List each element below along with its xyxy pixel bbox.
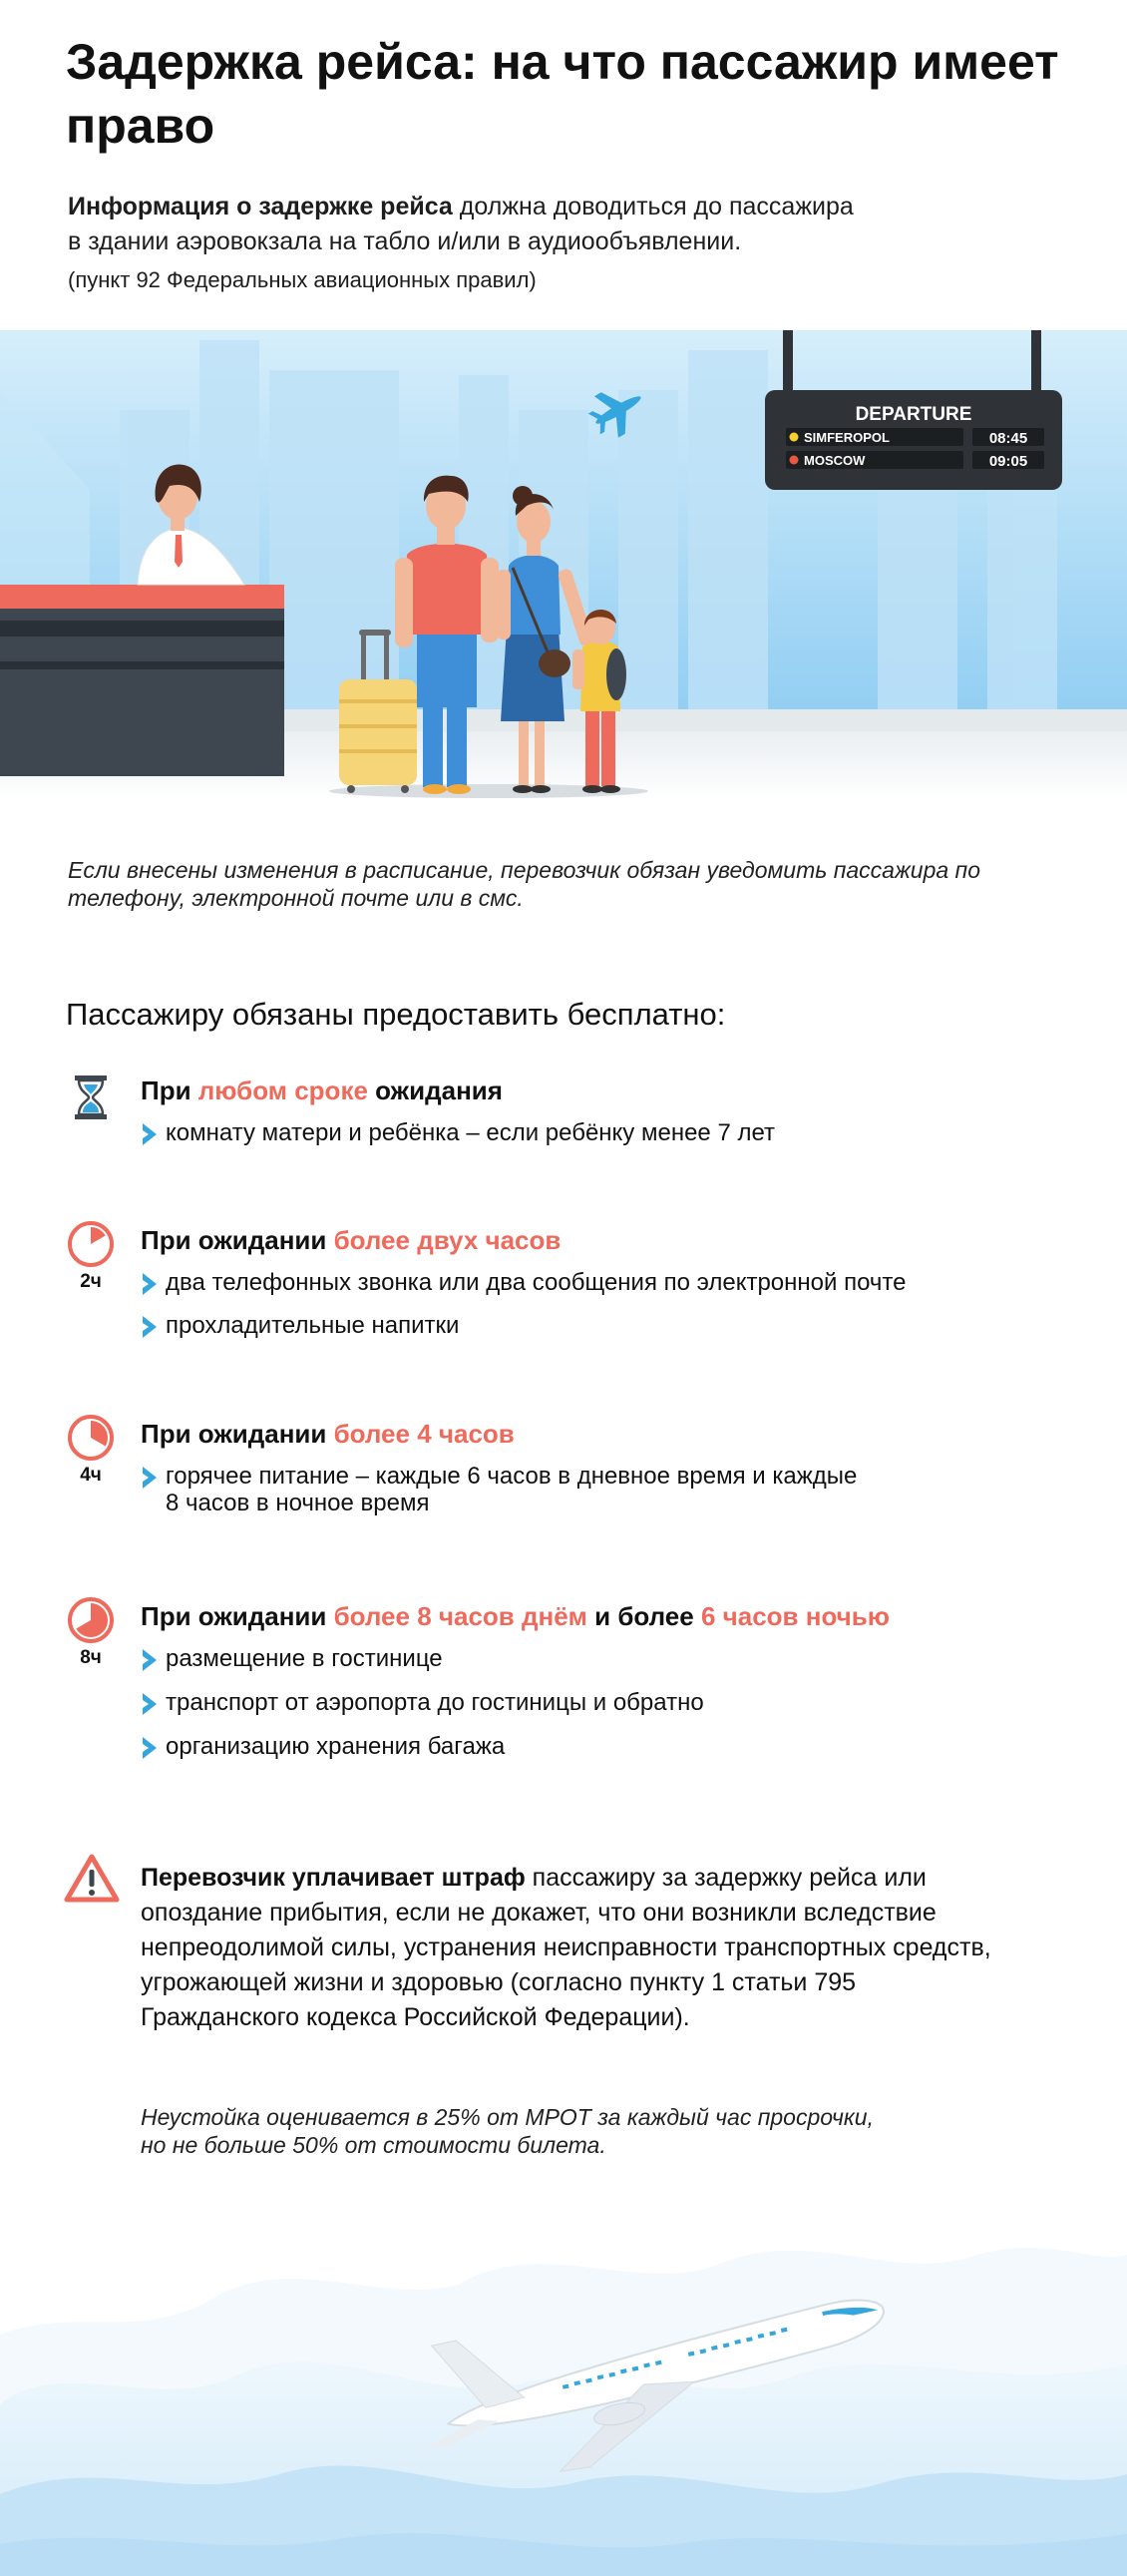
heading-highlight: более 8 часов днём <box>333 1601 587 1631</box>
list-item <box>141 1463 1063 1491</box>
intro-note: (пункт 92 Федеральных авиационных правил) <box>68 267 537 292</box>
check-in-counter <box>0 585 284 776</box>
penalty-note-line-1: Неустойка оценивается в 25% от МРОТ за каждый час просрочки, <box>141 2104 874 2130</box>
free-services-heading: Пассажиру обязаны предоставить бесплатно: <box>66 997 726 1032</box>
fine-body: пассажиру за задержку рейса или опоздание прибытия, если не докажет, что они возникли вследствие непреодолимой силы, устранения неисправности транспортных средств, угрожающей жизни и здоровью (согласно пункту 1 статьи 795 Гражданского кодекса Российской Федерации). <box>141 1864 991 2031</box>
chevron-right-icon <box>141 1316 159 1338</box>
penalty-note <box>141 2103 998 2159</box>
fine-bold: Перевозчик уплачивает штраф <box>141 1864 526 1892</box>
schedule-note: Если внесены изменения в расписание, перевозчик обязан уведомить пассажира по телефону, электронной почте или в смс. <box>68 857 981 911</box>
board-pole-left <box>783 330 793 392</box>
warning-icon <box>64 1854 120 1909</box>
list-item-text: организацию хранения багажа <box>166 1733 506 1760</box>
heading-text: При ожидании <box>141 1225 334 1255</box>
heading-highlight: более двух часов <box>333 1225 562 1255</box>
section-heading <box>141 1223 561 1257</box>
clock-2h-icon <box>66 1221 116 1292</box>
list-item <box>141 1645 1063 1673</box>
heading-text-mid: и более <box>586 1601 701 1631</box>
heading-highlight: более 4 часов <box>333 1419 515 1449</box>
list-item <box>141 1733 1063 1761</box>
chevron-right-icon <box>141 1737 159 1759</box>
section-heading <box>141 1417 515 1451</box>
heading-text-post: ожидания <box>367 1075 503 1105</box>
clock-label: 8ч <box>80 1647 102 1668</box>
list-item <box>141 1269 1063 1297</box>
section-8h <box>0 1593 1127 1773</box>
hourglass-icon <box>66 1075 116 1124</box>
list-item-text: прохладительные напитки <box>166 1312 460 1339</box>
page-title: Задержка рейса: на что пассажир имеет право <box>66 34 1059 154</box>
row-dot-2 <box>790 456 799 465</box>
section-4h <box>0 1411 1127 1530</box>
list-item <box>141 1312 1063 1340</box>
list-item-text: горячее питание – каждые 6 часов в дневное время и каждые <box>166 1463 858 1490</box>
row-dot-1 <box>790 433 799 442</box>
list-item-text: два телефонных звонка или два сообщения по электронной почте <box>166 1269 907 1296</box>
board-city-1: SIMFEROPOL <box>804 430 890 445</box>
intro-text-1: должна доводиться до пассажира <box>452 193 854 220</box>
intro-text-2: в здании аэровокзала на табло и/или в аудиообъявлении. <box>68 227 742 255</box>
heading-text: При ожидании <box>141 1601 334 1631</box>
clock-label: 4ч <box>80 1465 102 1486</box>
chevron-right-icon <box>141 1693 159 1715</box>
list-item-text: размещение в гостинице <box>166 1645 443 1672</box>
section-2h <box>0 1217 1127 1357</box>
chevron-right-icon <box>141 1123 159 1145</box>
clock-label: 2ч <box>80 1271 102 1292</box>
list-item-continuation <box>141 1490 1063 1517</box>
heading-text: При ожидании <box>141 1419 334 1449</box>
board-time-1: 08:45 <box>988 430 1028 447</box>
board-city-2: MOSCOW <box>804 453 866 468</box>
chevron-right-icon <box>141 1273 159 1295</box>
clouds-illustration <box>0 2175 1127 2576</box>
intro-bold: Информация о задержке рейса <box>68 193 453 220</box>
section-heading <box>141 1073 503 1107</box>
list-item <box>141 1689 1063 1717</box>
section-any-wait <box>0 1068 1127 1157</box>
heading-text: При <box>141 1075 198 1105</box>
list-item <box>141 1119 1063 1147</box>
heading-highlight: любом сроке <box>197 1075 368 1105</box>
board-time-2: 09:05 <box>988 453 1028 470</box>
fine-text <box>141 1861 998 2035</box>
clock-4h-icon <box>66 1415 116 1486</box>
list-item-text: 8 часов в ночное время <box>166 1490 430 1516</box>
intro-text <box>68 190 1065 259</box>
board-title: DEPARTURE <box>855 404 972 425</box>
clock-8h-icon <box>66 1597 116 1668</box>
airport-illustration <box>0 330 1127 799</box>
section-heading <box>141 1599 890 1633</box>
board-pole-right <box>1031 330 1041 392</box>
chevron-right-icon <box>141 1467 159 1489</box>
heading-highlight-2: 6 часов ночью <box>700 1601 890 1631</box>
list-item-text: транспорт от аэропорта до гостиницы и обратно <box>166 1689 704 1716</box>
chevron-right-icon <box>141 1649 159 1671</box>
list-item-text: комнату матери и ребёнка – если ребёнку менее 7 лет <box>166 1119 776 1146</box>
penalty-note-line-2: но не больше 50% от стоимости билета. <box>141 2132 606 2158</box>
